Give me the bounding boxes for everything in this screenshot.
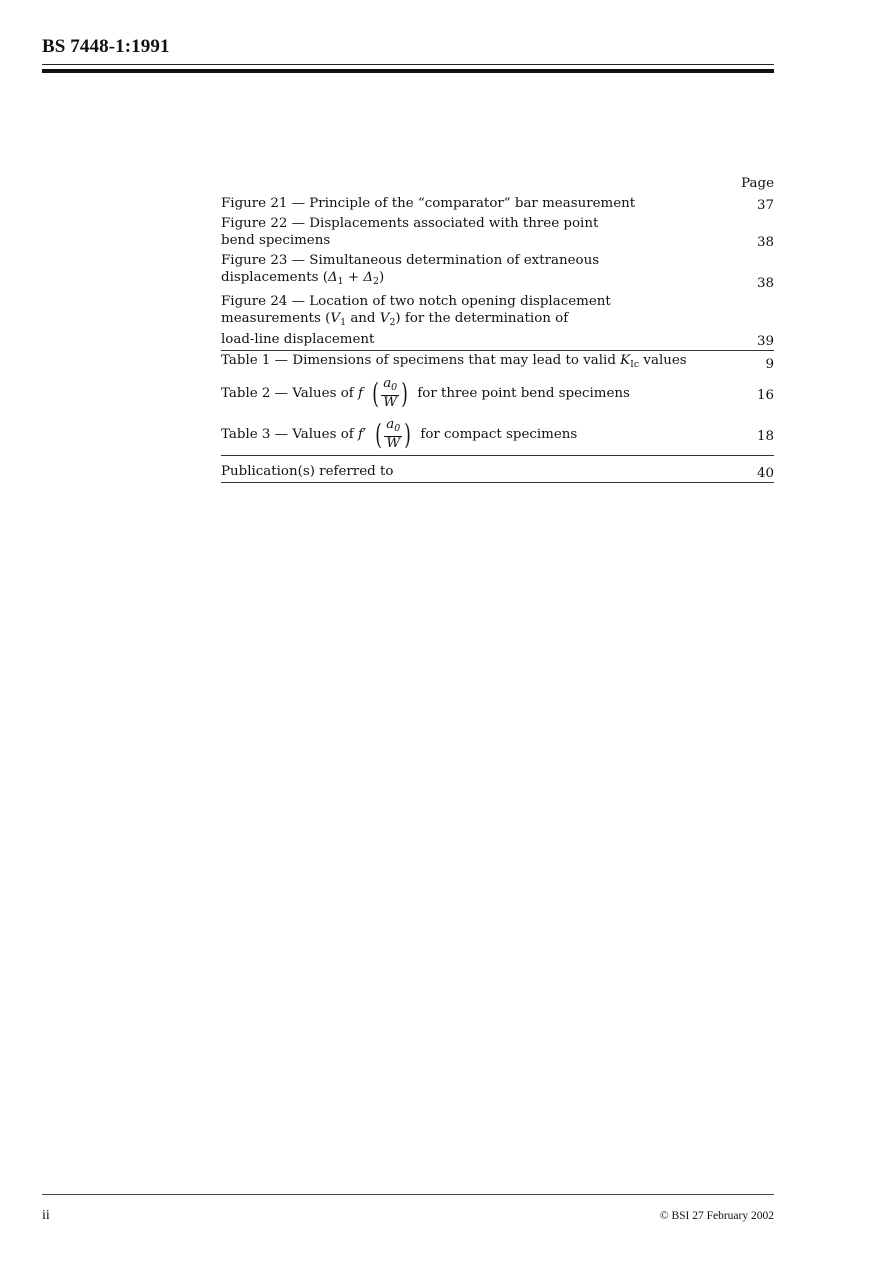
left-paren: ( <box>375 417 383 451</box>
toc-entry-figure-24[interactable] <box>221 293 774 350</box>
fraction-numerator: $a_0$ <box>384 418 402 437</box>
entry-page-number: 39 <box>756 334 774 349</box>
entry-title-line: load-line displacement <box>221 332 375 347</box>
entry-page-number: 40 <box>756 466 774 481</box>
section-divider <box>221 350 774 351</box>
fraction <box>384 418 402 451</box>
fraction-denominator: W <box>383 395 398 410</box>
entry-title: Figure 21 — Principle of the “comparator” bar measurement <box>221 196 636 211</box>
fraction-expression <box>373 418 413 451</box>
fraction-denominator: W <box>386 436 401 451</box>
footer-page-number: ii <box>42 1208 50 1223</box>
entry-title-line: bend specimens <box>221 233 331 248</box>
toc-entry-table-2[interactable] <box>221 374 774 414</box>
toc-entry-figure-22[interactable] <box>221 215 774 251</box>
footer-rule <box>42 1194 774 1195</box>
header-rule-thin <box>42 64 774 65</box>
entry-title <box>221 418 734 451</box>
function-symbol: f′ <box>358 427 367 442</box>
toc-entry-table-3[interactable] <box>221 415 774 455</box>
fraction <box>381 377 399 410</box>
entry-page-number: 37 <box>756 198 774 213</box>
page-column-heading: Page <box>741 176 774 191</box>
entry-suffix: for compact specimens <box>420 427 578 442</box>
left-paren: ( <box>372 376 379 410</box>
entry-title: Publication(s) referred to <box>221 464 394 479</box>
toc-entry-figure-23[interactable] <box>221 252 774 292</box>
right-paren: ) <box>401 376 408 410</box>
entry-title-line: Figure 22 — Displacements associated with three point <box>221 216 599 231</box>
header-rule-thick <box>42 69 774 73</box>
document-header-title: BS 7448-1:1991 <box>42 36 170 57</box>
entry-title-line-math: displacements $(\Delta_1 + \Delta_2)$ <box>221 270 385 287</box>
footer-copyright: © BSI 27 February 2002 <box>659 1210 774 1222</box>
entry-prefix: Table 3 — Values of <box>221 427 354 442</box>
entry-prefix: Table 2 — Values of <box>221 386 354 401</box>
entry-page-number: 38 <box>756 276 774 291</box>
entry-title <box>221 377 734 410</box>
entry-page-number: 9 <box>765 357 774 372</box>
entry-page-number: 16 <box>756 388 774 403</box>
function-symbol: f <box>358 386 363 401</box>
entry-title-math: Table 1 — Dimensions of specimens that may lead to valid $K_{Ic}$ values <box>221 353 687 370</box>
fraction-expression <box>370 377 410 410</box>
entry-suffix: for three point bend specimens <box>417 386 630 401</box>
toc-entry-figure-21[interactable] <box>221 195 774 214</box>
toc-entry-publications[interactable] <box>221 460 774 482</box>
entry-page-number: 38 <box>756 235 774 250</box>
entry-title-line-math: measurements ($V_1$ and $V_2$) for the determination of <box>221 311 569 328</box>
toc-entry-table-1[interactable] <box>221 352 774 373</box>
table-of-contents <box>221 174 774 483</box>
entry-page-number: 18 <box>756 429 774 444</box>
entry-title-line: Figure 23 — Simultaneous determination of extraneous <box>221 253 600 268</box>
fraction-numerator: $a_0$ <box>381 377 399 396</box>
section-divider <box>221 482 774 483</box>
section-divider <box>221 455 774 456</box>
entry-title-line: Figure 24 — Location of two notch opening displacement <box>221 294 611 309</box>
right-paren: ) <box>404 417 411 451</box>
